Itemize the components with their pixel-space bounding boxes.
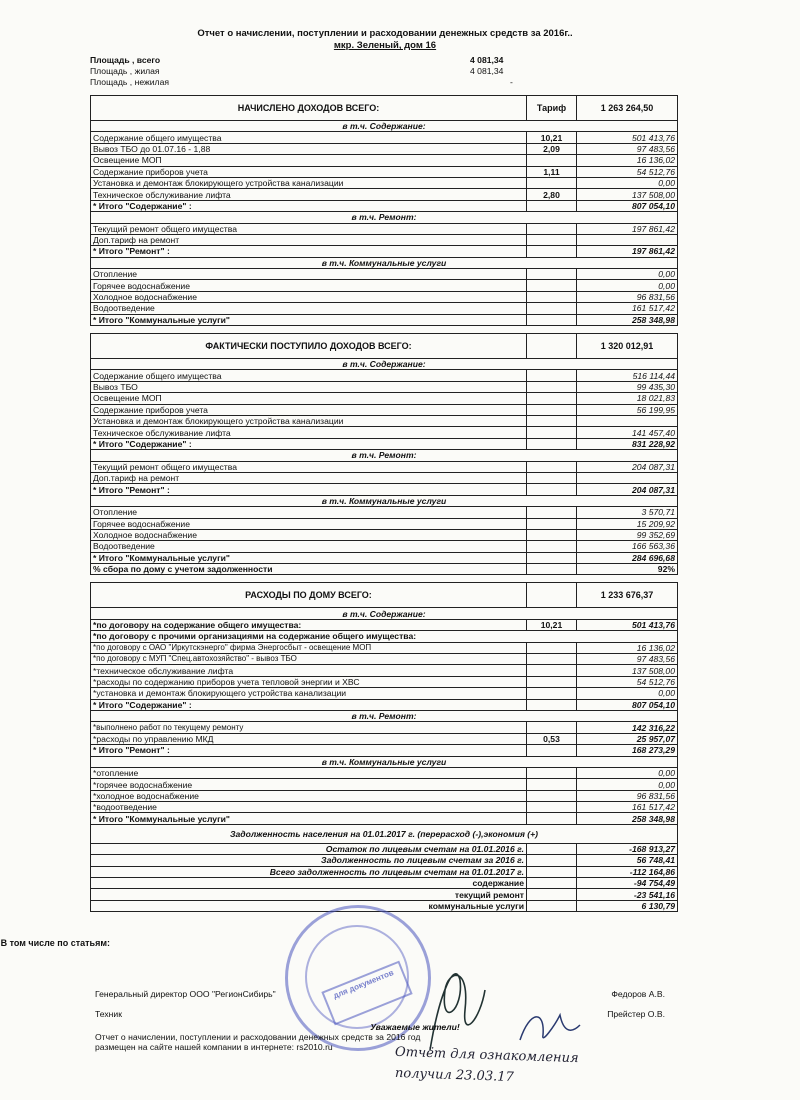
debt-row: Остаток по лицевым счетам на 01.01.2016 г. -168 913,27 (91, 843, 678, 854)
table-row: Холодное водоснабжение 99 352,69 (91, 529, 678, 540)
table-row: Водоотведение 166 563,36 (91, 541, 678, 552)
table-row: *выполнено работ по текущему ремонту 142 316,22 (91, 722, 678, 733)
accrued-table (90, 95, 678, 326)
area-nonresidential-value: - (510, 77, 513, 87)
notice-line-1: Отчет о начислении, поступлении и расходовании денежных средств за 2016 год (95, 1032, 421, 1042)
received-util-header: в т.ч. Коммунальные услуги (91, 495, 678, 506)
area-residential-label: Площадь , жилая (90, 66, 160, 76)
technician-name: Прейстер О.В. (607, 1009, 665, 1019)
table-row: *по договору с ОАО "Иркутскэнерго" фирма Энергосбыт - освещение МОП 16 136,02 (91, 642, 678, 653)
area-residential-value: 4 081,34 (470, 66, 504, 76)
handwritten-note-2: получил 23.03.17 (394, 1065, 515, 1086)
table-row: Освещение МОП 16 136,02 (91, 155, 678, 166)
table-row: *водоотведение 161 517,42 (91, 802, 678, 813)
debt-row: содержание -94 754,49 (91, 878, 678, 889)
subtotal-row: * Итого "Содержание" : 807 054,10 (91, 200, 678, 211)
area-nonresidential-row (90, 77, 680, 88)
area-block (90, 55, 680, 88)
table-row: *расходы по содержанию приборов учета тепловой энергии и ХВС 54 512,76 (91, 676, 678, 687)
table-row: Текущий ремонт общего имущества 197 861,42 (91, 223, 678, 234)
expenses-util-header: в т.ч. Коммунальные услуги (91, 756, 678, 767)
received-total: 1 320 012,91 (577, 334, 678, 359)
expenses-table (90, 582, 678, 912)
table-row: Отопление 0,00 (91, 269, 678, 280)
documents-stamp: для документов (321, 961, 412, 1026)
expenses-header-row (91, 583, 678, 608)
table-row: *по договору с МУП "Спец.автохозяйство" - вывоз ТБО 97 483,56 (91, 654, 678, 665)
subtotal-row: * Итого "Ремонт" : 204 087,31 (91, 484, 678, 495)
subtotal-row: * Итого "Ремонт" : 168 273,29 (91, 745, 678, 756)
debt-row: коммунальные услуги 6 130,79 (91, 900, 678, 911)
expenses-header: РАСХОДЫ ПО ДОМУ ВСЕГО: (91, 583, 527, 608)
debt-header: Задолженность населения на 01.01.2017 г. (перерасход (-),экономия (+) (91, 824, 678, 843)
table-row: Содержание приборов учета 1,11 54 512,76 (91, 166, 678, 177)
subtotal-row: * Итого "Коммунальные услуги" 284 696,68 (91, 552, 678, 563)
report-title: Отчет о начислении, поступлении и расходовании денежных средств за 2016г.. (197, 28, 573, 39)
technician-label: Техник (95, 1009, 122, 1019)
table-row: *техническое обслуживание лифта 137 508,00 (91, 665, 678, 676)
received-maint-header: в т.ч. Содержание: (91, 359, 678, 370)
accrued-total: 1 263 264,50 (577, 96, 678, 121)
area-nonresidential-label: Площадь , нежилая (90, 77, 169, 87)
area-residential-row (90, 66, 680, 77)
table-row: Отопление 3 570,71 (91, 507, 678, 518)
received-header-row (91, 334, 678, 359)
collection-rate-row: % сбора по дому с учетом задолженности 92% (91, 564, 678, 575)
table-row: *по договору на содержание общего имущества: 10,21 501 413,76 (91, 619, 678, 630)
accrued-util-header: в т.ч. Коммунальные услуги (91, 257, 678, 268)
footer (95, 988, 675, 1052)
greeting: Уважаемые жители! (370, 1022, 460, 1032)
debt-row: Задолженность по лицевым счетам за 2016 г. 56 748,41 (91, 855, 678, 866)
table-row: Горячее водоснабжение 15 209,92 (91, 518, 678, 529)
expenses-repair-header: в т.ч. Ремонт: (91, 710, 678, 721)
debt-row: Всего задолженность по лицевым счетам на 01.01.2017 г. -112 164,86 (91, 866, 678, 877)
table-row: Доп.тариф на ремонт (91, 472, 678, 483)
subtotal-row: * Итого "Ремонт" : 197 861,42 (91, 246, 678, 257)
notice-line-2: размещен на сайте нашей компании в интернете: rs2010.ru (95, 1042, 333, 1052)
table-row: Вывоз ТБО 99 435,30 (91, 381, 678, 392)
table-row: *холодное водоснабжение 96 831,56 (91, 790, 678, 801)
accrued-maint-header: в т.ч. Содержание: (91, 121, 678, 132)
received-repair-header: в т.ч. Ремонт: (91, 450, 678, 461)
accrued-header-row (91, 96, 678, 121)
table-row: Установка и демонтаж блокирующего устройства канализации 0,00 (91, 177, 678, 188)
tarif-header: Тариф (527, 96, 577, 121)
table-row: *расходы по управлению МКД 0,53 25 957,07 (91, 733, 678, 744)
subtotal-row: * Итого "Содержание" : 831 228,92 (91, 438, 678, 449)
table-row: Техническое обслуживание лифта 2,80 137 508,00 (91, 189, 678, 200)
director-label: Генеральный директор ООО "РегионСибирь" (95, 989, 276, 999)
accrued-repair-header: в т.ч. Ремонт: (91, 212, 678, 223)
table-row: Доп.тариф на ремонт (91, 234, 678, 245)
report-address: мкр. Зеленый, дом 16 (333, 40, 437, 51)
handwritten-note-1: Отчёт для ознакомления (394, 1044, 579, 1067)
expenses-maint-header: в т.ч. Содержание: (91, 608, 678, 619)
report-document (90, 28, 680, 912)
table-row: Освещение МОП 18 021,83 (91, 393, 678, 404)
table-row: Содержание приборов учета 56 199,95 (91, 404, 678, 415)
debt-row: текущий ремонт -23 541,16 (91, 889, 678, 900)
director-name: Федоров А.В. (611, 989, 665, 999)
table-row: Горячее водоснабжение 0,00 (91, 280, 678, 291)
area-total-row (90, 55, 680, 66)
received-table (90, 333, 678, 575)
table-row: *установка и демонтаж блокирующего устройства канализации 0,00 (91, 688, 678, 699)
subtotal-row: * Итого "Содержание" : 807 054,10 (91, 699, 678, 710)
subtotal-row: * Итого "Коммунальные услуги" 258 348,98 (91, 314, 678, 325)
table-row: Водоотведение 161 517,42 (91, 303, 678, 314)
table-row: Холодное водоснабжение 96 831,56 (91, 291, 678, 302)
articles-label: В том числе по статьям: (0, 938, 110, 948)
accrued-header: НАЧИСЛЕНО ДОХОДОВ ВСЕГО: (91, 96, 527, 121)
table-row: *отопление 0,00 (91, 767, 678, 778)
area-total-label: Площадь , всего (90, 55, 161, 65)
area-total-value: 4 081,34 (470, 55, 504, 65)
table-row: Содержание общего имущества 10,21 501 413,76 (91, 132, 678, 143)
table-row: *горячее водоснабжение 0,00 (91, 779, 678, 790)
expenses-total: 1 233 676,37 (577, 583, 678, 608)
table-row: Установка и демонтаж блокирующего устройства канализации (91, 415, 678, 426)
table-row: Вывоз ТБО до 01.07.16 - 1,88 2,09 97 483,56 (91, 143, 678, 154)
table-row: Техническое обслуживание лифта 141 457,40 (91, 427, 678, 438)
table-row: Текущий ремонт общего имущества 204 087,31 (91, 461, 678, 472)
received-header: ФАКТИЧЕСКИ ПОСТУПИЛО ДОХОДОВ ВСЕГО: (91, 334, 527, 359)
subtotal-row: * Итого "Коммунальные услуги" 258 348,98 (91, 813, 678, 824)
table-row: Содержание общего имущества 516 114,44 (91, 370, 678, 381)
table-row: *по договору с прочими организациями на содержание общего имущества: (91, 631, 678, 642)
